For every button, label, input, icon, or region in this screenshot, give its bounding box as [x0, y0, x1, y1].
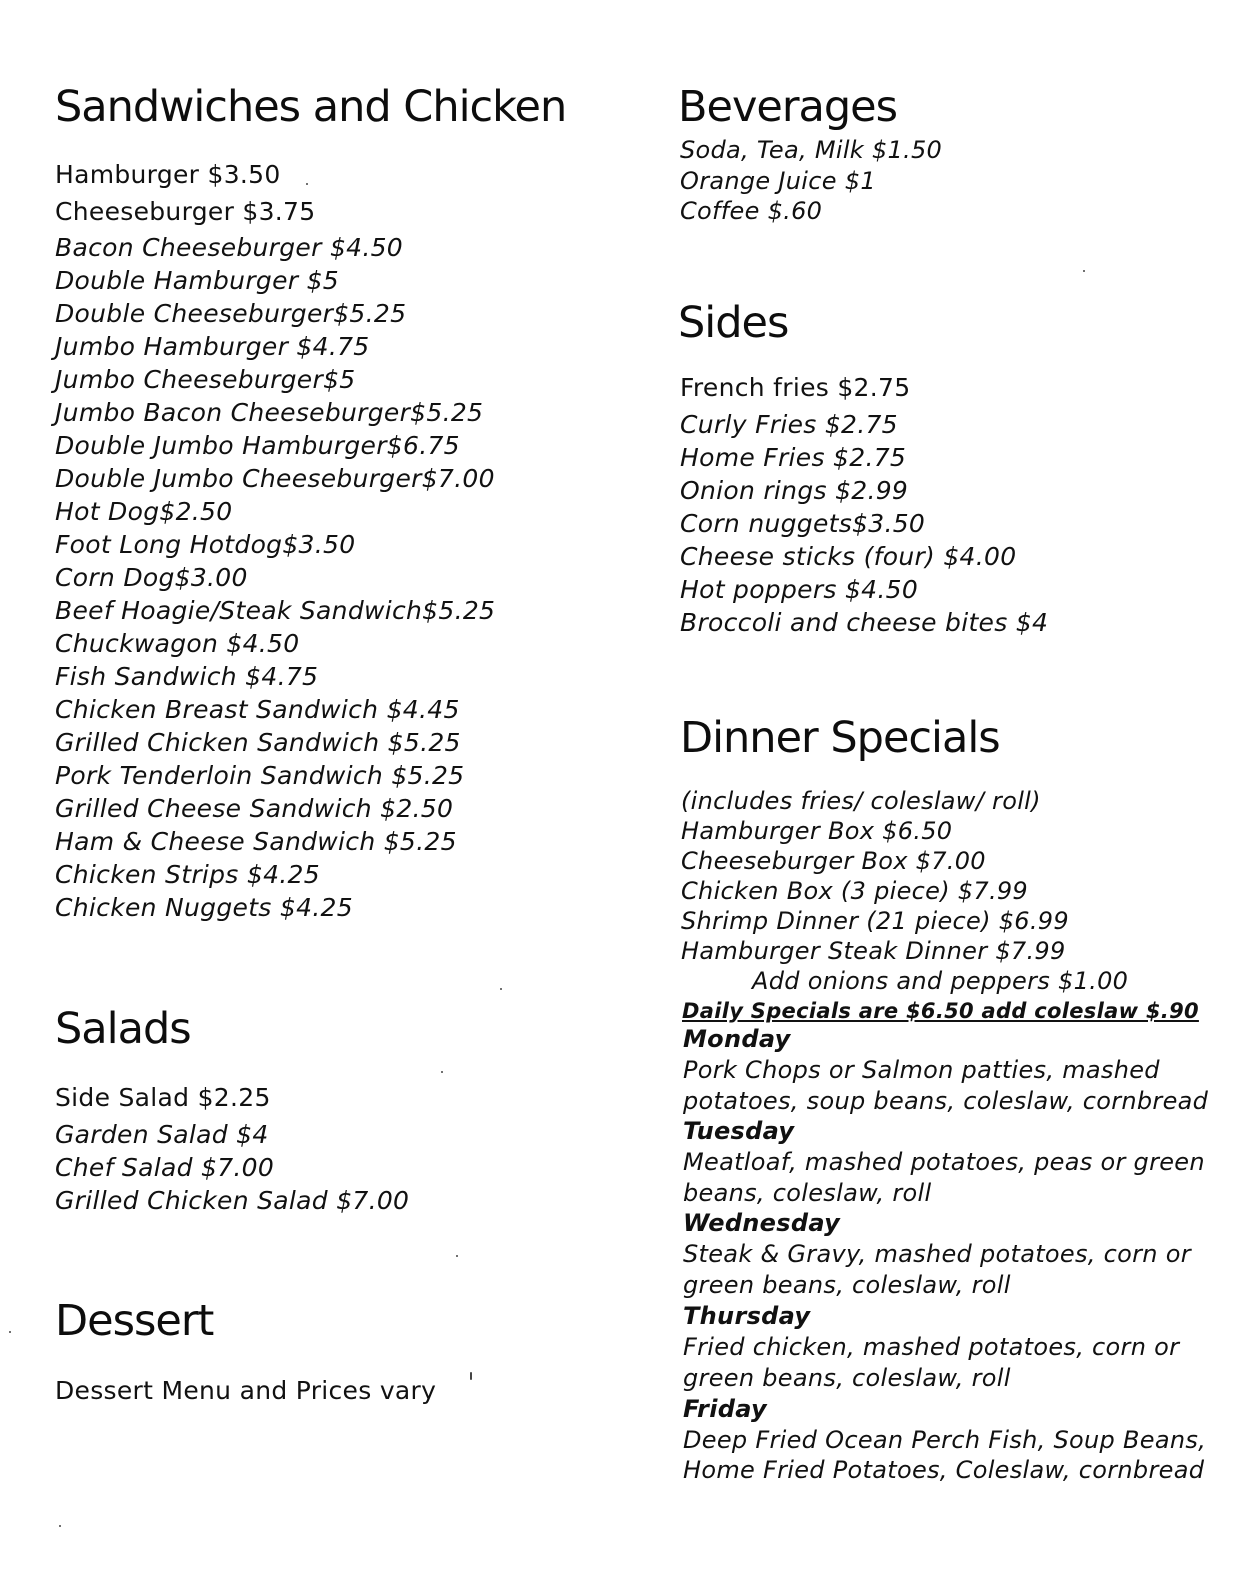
day-menu-line: Home Fried Potatoes, Coleslaw, cornbread [683, 1456, 1205, 1484]
section-title-salads: Salads [55, 1004, 191, 1054]
menu-item: Double Cheeseburger$5.25 [55, 299, 407, 328]
day-label: Wednesday [683, 1209, 841, 1237]
menu-item: Hamburger Box $6.50 [681, 817, 953, 845]
menu-item: Ham & Cheese Sandwich $5.25 [55, 827, 457, 856]
scan-speck [441, 1071, 443, 1073]
menu-item: Dessert Menu and Prices vary [55, 1376, 437, 1405]
menu-item: Chicken Strips $4.25 [55, 860, 320, 889]
day-label: Thursday [683, 1302, 811, 1330]
menu-item: Curly Fries $2.75 [680, 410, 898, 439]
day-label: Monday [683, 1025, 791, 1053]
day-menu-line: potatoes, soup beans, coleslaw, cornbread [683, 1087, 1209, 1115]
menu-item: Pork Tenderloin Sandwich $5.25 [55, 761, 465, 790]
menu-item: Double Hamburger $5 [55, 266, 339, 295]
section-title-beverages: Beverages [678, 82, 898, 132]
menu-item: Soda, Tea, Milk $1.50 [680, 136, 943, 164]
day-menu-line: green beans, coleslaw, roll [683, 1364, 1011, 1392]
scan-speck [1083, 270, 1085, 272]
scan-speck [456, 1255, 458, 1257]
day-menu-line: Steak & Gravy, mashed potatoes, corn or [683, 1240, 1191, 1268]
menu-item: Double Jumbo Cheeseburger$7.00 [55, 464, 495, 493]
day-menu-line: beans, coleslaw, roll [683, 1179, 932, 1207]
menu-item: Side Salad $2.25 [55, 1083, 271, 1112]
menu-item: Home Fries $2.75 [680, 443, 907, 472]
menu-item: Fish Sandwich $4.75 [55, 662, 319, 691]
scan-speck [470, 1372, 472, 1380]
menu-item: Grilled Cheese Sandwich $2.50 [55, 794, 454, 823]
menu-item: Jumbo Cheeseburger$5 [55, 365, 356, 394]
menu-item: Hamburger $3.50 [55, 160, 281, 189]
scan-speck [500, 988, 502, 990]
scan-speck [9, 1331, 11, 1333]
menu-item: Cheeseburger Box $7.00 [681, 847, 986, 875]
menu-item: Jumbo Bacon Cheeseburger$5.25 [55, 398, 484, 427]
section-title-dessert: Dessert [55, 1296, 214, 1346]
menu-item: Garden Salad $4 [55, 1120, 269, 1149]
menu-item-addon: Add onions and peppers $1.00 [752, 967, 1129, 995]
menu-item: Cheeseburger $3.75 [55, 197, 316, 226]
menu-item: Hamburger Steak Dinner $7.99 [681, 937, 1066, 965]
scan-speck [306, 183, 308, 185]
menu-item: Grilled Chicken Sandwich $5.25 [55, 728, 461, 757]
section-title-sides: Sides [678, 298, 789, 348]
day-menu-line: Deep Fried Ocean Perch Fish, Soup Beans, [683, 1426, 1207, 1454]
menu-item: Bacon Cheeseburger $4.50 [55, 233, 404, 262]
menu-item: Jumbo Hamburger $4.75 [55, 332, 370, 361]
menu-item: Corn Dog$3.00 [55, 563, 248, 592]
menu-item: Chicken Nuggets $4.25 [55, 893, 353, 922]
day-label: Friday [683, 1395, 767, 1423]
menu-item: Onion rings $2.99 [680, 476, 909, 505]
menu-item: French fries $2.75 [680, 373, 911, 402]
section-title-dinner-specials: Dinner Specials [680, 713, 1000, 763]
menu-item: Corn nuggets$3.50 [680, 509, 926, 538]
day-menu-line: green beans, coleslaw, roll [683, 1271, 1011, 1299]
day-menu-line: Meatloaf, mashed potatoes, peas or green [683, 1148, 1205, 1176]
menu-item: Shrimp Dinner (21 piece) $6.99 [681, 907, 1069, 935]
day-menu-line: Fried chicken, mashed potatoes, corn or [683, 1333, 1180, 1361]
menu-item: Hot Dog$2.50 [55, 497, 233, 526]
day-label: Tuesday [683, 1117, 795, 1145]
menu-item: Foot Long Hotdog$3.50 [55, 530, 356, 559]
menu-item: Grilled Chicken Salad $7.00 [55, 1186, 410, 1215]
menu-item: Chef Salad $7.00 [55, 1153, 275, 1182]
menu-item: Chicken Box (3 piece) $7.99 [681, 877, 1029, 905]
menu-item: Chuckwagon $4.50 [55, 629, 300, 658]
daily-specials-note: Daily Specials are $6.50 add coleslaw $.90 [682, 999, 1199, 1023]
section-title-sandwiches: Sandwiches and Chicken [55, 82, 567, 132]
menu-item: Chicken Breast Sandwich $4.45 [55, 695, 460, 724]
menu-item: Beef Hoagie/Steak Sandwich$5.25 [55, 596, 496, 625]
scan-speck [59, 1525, 61, 1527]
dinner-note: (includes fries/ coleslaw/ roll) [681, 787, 1041, 815]
menu-item: Hot poppers $4.50 [680, 575, 919, 604]
menu-item: Double Jumbo Hamburger$6.75 [55, 431, 460, 460]
menu-item: Coffee $.60 [680, 197, 823, 225]
day-menu-line: Pork Chops or Salmon patties, mashed [683, 1056, 1160, 1084]
menu-item: Broccoli and cheese bites $4 [680, 608, 1049, 637]
menu-item: Cheese sticks (four) $4.00 [680, 542, 1017, 571]
menu-item: Orange Juice $1 [680, 167, 876, 195]
